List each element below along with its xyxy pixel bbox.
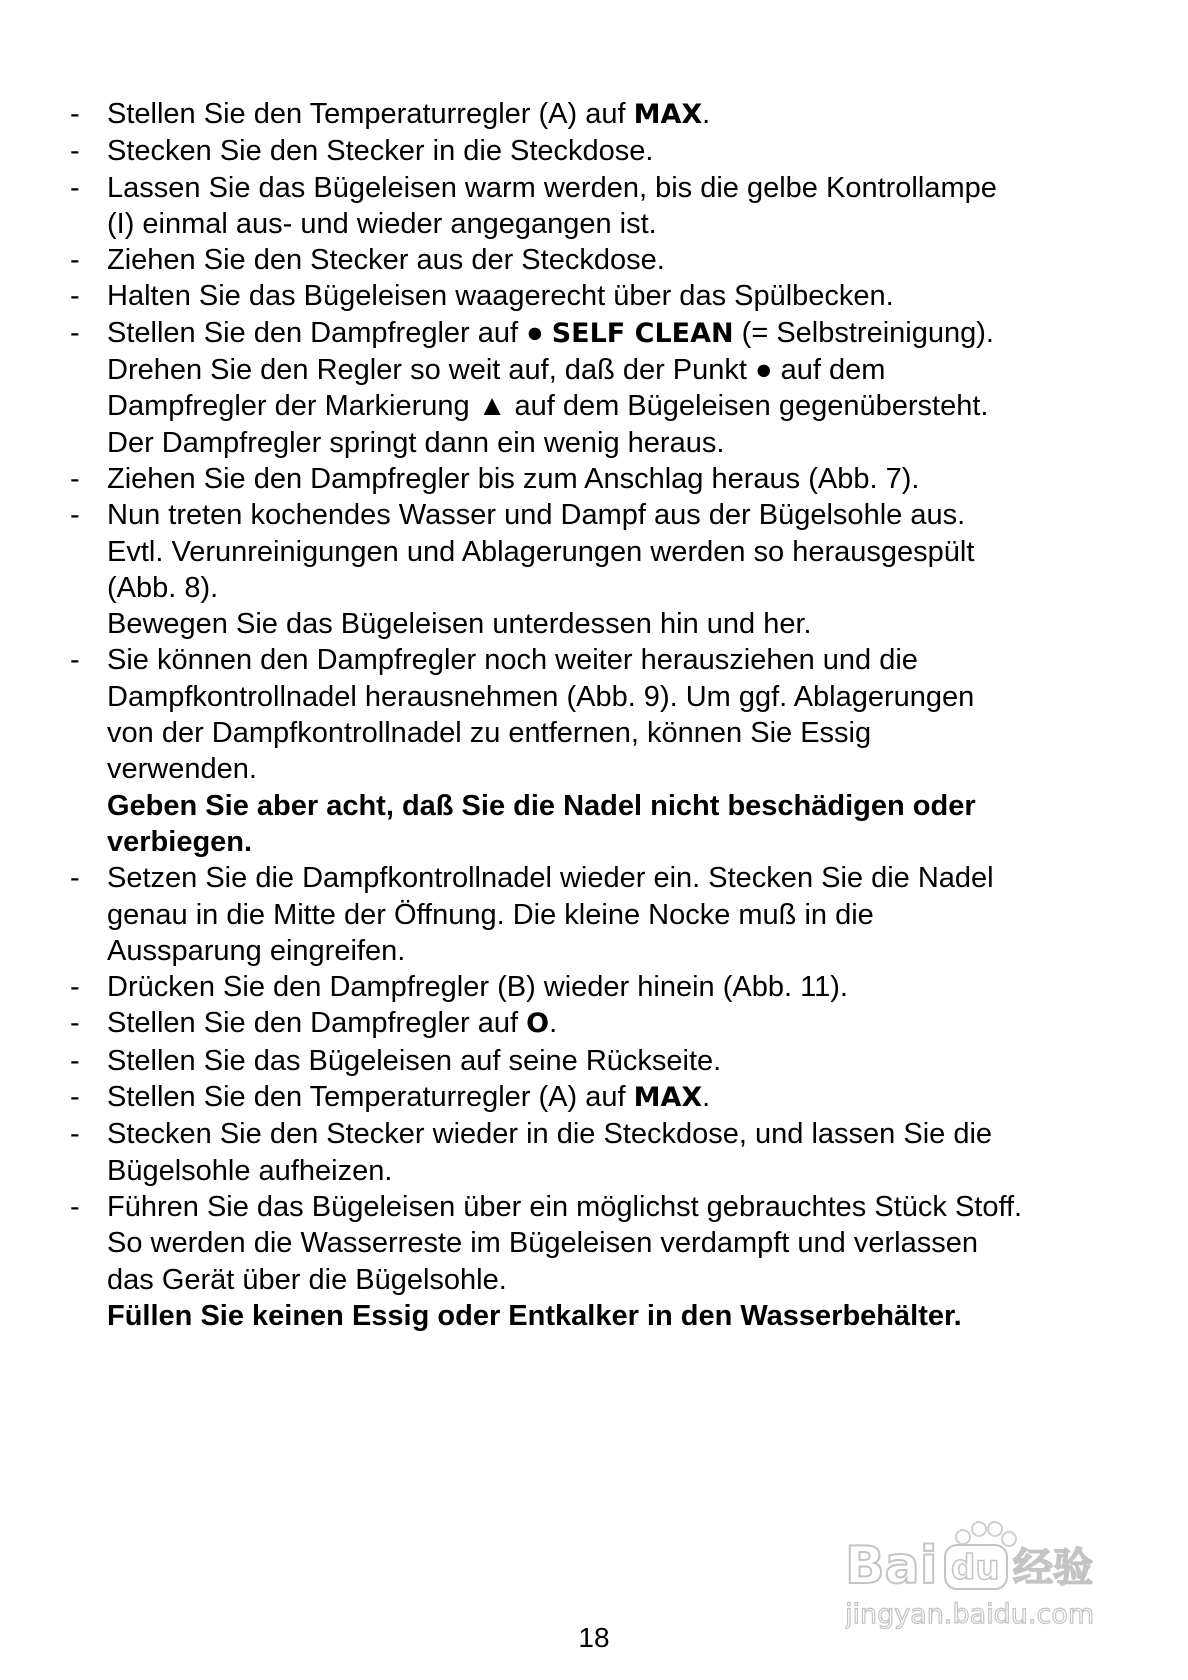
bullet-dash: -	[70, 1118, 80, 1151]
text-line	[107, 497, 1140, 533]
list-item	[70, 497, 1140, 642]
body-text: Stellen Sie den Temperaturregler (A) auf	[107, 1081, 634, 1114]
svg-text:du: du	[951, 1548, 1000, 1588]
list-item	[70, 1079, 1140, 1116]
bullet-dash: -	[70, 862, 80, 895]
text-line	[107, 679, 1140, 715]
emphasis-text: Füllen Sie keinen Essig oder Entkalker in den Wasserbehälter.	[107, 1299, 962, 1332]
bullet-dash: -	[70, 280, 80, 313]
text-line	[107, 206, 1140, 242]
list-item	[70, 1005, 1140, 1042]
bullet-dash: -	[70, 1190, 80, 1223]
text-line	[107, 1189, 1140, 1225]
text-line	[107, 1225, 1140, 1261]
body-text: von der Dampfkontrollnadel zu entfernen, können Sie Essig	[107, 717, 872, 750]
text-line	[107, 96, 1140, 133]
text-line	[107, 969, 1140, 1005]
bullet-dash: -	[70, 462, 80, 495]
emphasis-text: Geben Sie aber acht, daß Sie die Nadel nicht beschädigen oder	[107, 789, 976, 822]
body-text: Nun treten kochendes Wasser und Dampf aus der Bügelsohle aus.	[107, 499, 966, 532]
text-line	[107, 860, 1140, 896]
bullet-dash: -	[70, 316, 80, 349]
body-text: .	[549, 1007, 558, 1040]
emphasis-text: MAX	[633, 99, 703, 130]
text-line	[107, 425, 1140, 461]
list-item	[70, 96, 1140, 133]
emphasis-text: MAX	[633, 1082, 703, 1114]
text-line	[107, 1298, 1140, 1334]
svg-text:Bai: Bai	[845, 1536, 938, 1596]
text-line	[107, 242, 1140, 278]
body-text: verwenden.	[107, 753, 257, 786]
bullet-dash: -	[70, 644, 80, 677]
list-item	[70, 1189, 1140, 1334]
text-line	[107, 788, 1140, 824]
body-text: genau in die Mitte der Öffnung. Die kleine Nocke muß in die	[107, 898, 874, 931]
list-item	[70, 278, 1140, 314]
text-line	[107, 461, 1140, 497]
body-text: Lassen Sie das Bügeleisen warm werden, bis die gelbe Kontrollampe	[107, 171, 997, 204]
instruction-list	[70, 96, 1140, 1334]
bullet-dash: -	[70, 1007, 80, 1040]
list-item	[70, 969, 1140, 1005]
body-text: Setzen Sie die Dampfkontrollnadel wieder ein. Stecken Sie die Nadel	[107, 862, 994, 895]
bullet-dash: -	[70, 98, 80, 130]
text-line	[107, 388, 1140, 424]
body-text: Dampfkontrollnadel herausnehmen (Abb. 9). Um ggf. Ablagerungen	[107, 680, 975, 713]
text-line	[107, 933, 1140, 969]
text-line	[107, 352, 1140, 388]
body-text: Bewegen Sie das Bügeleisen unterdessen hin und her.	[107, 608, 812, 641]
list-item	[70, 133, 1140, 169]
text-line	[107, 534, 1140, 570]
text-line	[107, 1079, 1140, 1116]
text-line	[107, 1043, 1140, 1079]
text-line	[107, 897, 1140, 933]
body-text: .	[702, 98, 711, 130]
emphasis-text: SELF CLEAN	[551, 317, 734, 349]
text-line	[107, 751, 1140, 787]
bullet-dash: -	[70, 971, 80, 1004]
text-line	[107, 570, 1140, 606]
body-text: Stellen Sie das Bügeleisen auf seine Rückseite.	[107, 1044, 722, 1077]
body-text: Stellen Sie den Dampfregler auf ●	[107, 316, 552, 349]
body-text: Der Dampfregler springt dann ein wenig heraus.	[107, 426, 725, 459]
svg-text:经验: 经验	[1013, 1545, 1093, 1591]
text-line	[107, 170, 1140, 206]
body-text: Stellen Sie den Temperaturregler (A) auf	[107, 98, 634, 130]
body-text: Bügelsohle aufheizen.	[107, 1154, 393, 1187]
svg-text:jingyan.baidu.com: jingyan.baidu.com	[845, 1599, 1095, 1630]
list-item	[70, 860, 1140, 969]
list-item	[70, 315, 1140, 461]
list-item	[70, 242, 1140, 278]
text-line	[107, 824, 1140, 860]
list-item	[70, 461, 1140, 497]
text-line	[107, 133, 1140, 169]
body-text: Drücken Sie den Dampfregler (B) wieder hinein (Abb. 11).	[107, 971, 848, 1004]
body-text: Ziehen Sie den Stecker aus der Steckdose.	[107, 244, 665, 277]
body-text: Stecken Sie den Stecker in die Steckdose.	[107, 135, 654, 168]
text-line	[107, 1116, 1140, 1152]
body-text: Drehen Sie den Regler so weit auf, daß der Punkt ● auf dem	[107, 354, 886, 387]
bullet-dash: -	[70, 499, 80, 532]
text-line	[107, 642, 1140, 678]
text-line	[107, 1153, 1140, 1189]
body-text: Stecken Sie den Stecker wieder in die Steckdose, und lassen Sie die	[107, 1118, 993, 1151]
body-text: .	[702, 1081, 711, 1114]
body-text: Stellen Sie den Dampfregler auf	[107, 1007, 527, 1040]
text-line	[107, 606, 1140, 642]
text-line	[107, 715, 1140, 751]
bullet-dash: -	[70, 244, 80, 277]
body-text: (= Selbstreinigung).	[733, 316, 994, 349]
body-text: (Abb. 8).	[107, 571, 219, 604]
body-text: das Gerät über die Bügelsohle.	[107, 1263, 507, 1296]
bullet-dash: -	[70, 1044, 80, 1077]
bullet-dash: -	[70, 171, 80, 204]
text-line	[107, 1005, 1140, 1042]
text-line	[107, 1262, 1140, 1298]
emphasis-text: O	[526, 1008, 550, 1040]
body-text: Ziehen Sie den Dampfregler bis zum Anschlag heraus (Abb. 7).	[107, 462, 920, 495]
body-text: Führen Sie das Bügeleisen über ein möglichst gebrauchtes Stück Stoff.	[107, 1190, 1023, 1223]
body-text: So werden die Wasserreste im Bügeleisen verdampft und verlassen	[107, 1227, 978, 1260]
text-line	[107, 315, 1140, 352]
list-item	[70, 170, 1140, 243]
text-line	[107, 278, 1140, 314]
list-item	[70, 642, 1140, 860]
body-text: Dampfregler der Markierung ▲ auf dem Bügeleisen gegenübersteht.	[107, 390, 989, 423]
list-item	[70, 1043, 1140, 1079]
page-number: 18	[578, 1622, 610, 1653]
body-text: Evtl. Verunreinigungen und Ablagerungen werden so herausgespült	[107, 535, 975, 568]
body-text: Sie können den Dampfregler noch weiter herausziehen und die	[107, 644, 918, 677]
body-text: Aussparung eingreifen.	[107, 934, 406, 967]
bullet-dash: -	[70, 135, 80, 168]
baidu-jingyan-watermark-logo	[845, 1515, 1125, 1635]
list-item	[70, 1116, 1140, 1189]
bullet-dash: -	[70, 1081, 80, 1114]
emphasis-text: verbiegen.	[107, 825, 253, 858]
body-text: (I) einmal aus- und wieder angegangen ist.	[107, 207, 657, 240]
body-text: Halten Sie das Bügeleisen waagerecht über das Spülbecken.	[107, 280, 894, 313]
